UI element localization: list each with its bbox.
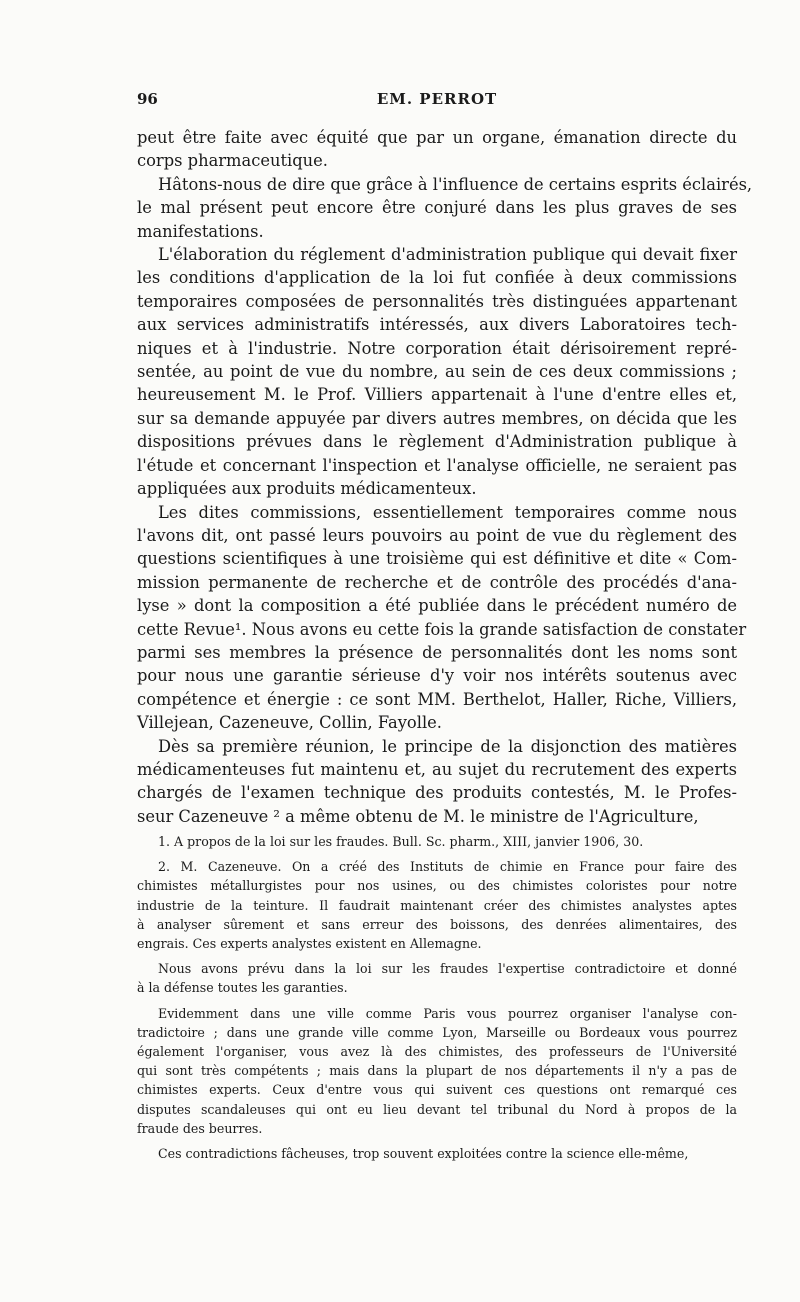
text-line: 1. A propos de la loi sur les fraudes. Bull. Sc. pharm., XIII, janvier 1906, 30. xyxy=(158,834,644,849)
page-header xyxy=(137,90,737,114)
text-line: Les dites commissions, essentiellement temporaires comme nous xyxy=(158,502,737,522)
text-line: l'avons dit, ont passé leurs pouvoirs au point de vue du règlement des xyxy=(137,525,737,545)
text-line: qui sont très compétents ; mais dans la plupart de nos départements il n'y a pas de xyxy=(137,1063,737,1079)
text-line: corps pharmaceutique. xyxy=(137,151,328,171)
paragraph xyxy=(137,501,747,735)
text-line: peut être faite avec équité que par un organe, émanation directe du xyxy=(137,128,737,147)
text-line: cette Revue¹. Nous avons eu cette fois la grande satisfaction de constater xyxy=(137,619,747,639)
text-line: engrais. Ces experts analystes existent en Allemagne. xyxy=(137,936,482,952)
text-line: également l'organiser, vous avez là des chimistes, des professeurs de l'Université xyxy=(137,1044,737,1060)
text-line: L'élaboration du réglement d'administration publique qui devait fixer xyxy=(158,245,737,265)
text-line: seur Cazeneuve ² a même obtenu de M. le ministre de l'Agriculture, xyxy=(137,806,699,826)
text-line: chimistes métallurgistes pour nos usines, ou des chimistes coloristes pour notre xyxy=(137,878,737,894)
text-line: Ces contradictions fâcheuses, trop souvent exploitées contre la science elle-même, xyxy=(158,1146,689,1162)
text-line: disputes scandaleuses qui ont eu lieu devant tel tribunal du Nord à propos de la xyxy=(137,1101,737,1117)
text-line: sentée, au point de vue du nombre, au sein de ces deux commissions ; xyxy=(137,362,737,382)
footnotes xyxy=(137,832,737,1163)
text-line: heureusement M. le Prof. Villiers appartenait à l'une d'entre elles et, xyxy=(137,385,737,405)
text-line: manifestations. xyxy=(137,221,264,241)
text-line: les conditions d'application de la loi fut confiée à deux commissions xyxy=(137,268,737,288)
text-line: Evidemment dans une ville comme Paris vous pourrez organiser l'analyse con- xyxy=(158,1005,737,1021)
page-number: 96 xyxy=(137,90,158,108)
paragraph xyxy=(137,243,737,500)
text-line: dispositions prévues dans le règlement d'Administration publique à xyxy=(137,432,737,452)
text-line: appliquées aux produits médicamenteux. xyxy=(137,479,477,499)
text-line: pour nous une garantie sérieuse d'y voir nos intérêts soutenus avec xyxy=(137,666,737,686)
text-line: industrie de la teinture. Il faudrait maintenant créer des chimistes analystes aptes xyxy=(137,897,737,913)
footnote xyxy=(137,1144,737,1163)
text-line: questions scientifiques à une troisième qui est définitive et dite « Com- xyxy=(137,549,737,569)
paragraph xyxy=(137,126,737,173)
text-line: Dès sa première réunion, le principe de la disjonction des matières xyxy=(158,736,737,756)
running-head: EM. PERROT xyxy=(376,90,498,108)
footnote xyxy=(137,832,737,851)
text-line: à analyser sûrement et sans erreur des boissons, des denrées alimentaires, des xyxy=(137,916,737,932)
text-line: Villejean, Cazeneuve, Collin, Fayolle. xyxy=(137,713,442,733)
text-line: temporaires composées de personnalités très distinguées appartenant xyxy=(137,291,737,311)
text-line: aux services administratifs intéressés, aux divers Laboratoires tech- xyxy=(137,315,737,335)
text-line: sur sa demande appuyée par divers autres membres, on décida que les xyxy=(137,408,737,428)
text-line: à la défense toutes les garanties. xyxy=(137,980,348,996)
text-line: Hâtons-nous de dire que grâce à l'influence de certains esprits éclairés, xyxy=(158,174,753,194)
text-line: chargés de l'examen technique des produits contestés, M. le Profes- xyxy=(137,783,737,803)
text-line: fraude des beurres. xyxy=(137,1120,263,1136)
text-line: chimistes experts. Ceux d'entre vous qui suivent ces questions ont remarqué ces xyxy=(137,1082,737,1098)
text-line: niques et à l'industrie. Notre corporation était dérisoirement repré- xyxy=(137,338,737,358)
text-line: compétence et énergie : ce sont MM. Berthelot, Haller, Riche, Villiers, xyxy=(137,689,737,709)
text-line: Nous avons prévu dans la loi sur les fraudes l'expertise contradictoire et donné xyxy=(158,961,737,977)
footnote xyxy=(137,857,737,953)
text-line: mission permanente de recherche et de contrôle des procédés d'ana- xyxy=(137,572,737,592)
footnote xyxy=(137,1004,737,1138)
paragraph xyxy=(137,173,753,243)
paragraph xyxy=(137,735,737,829)
text-line: parmi ses membres la présence de personnalités dont les noms sont xyxy=(137,642,737,662)
text-line: médicamenteuses fut maintenu et, au sujet du recrutement des experts xyxy=(137,759,737,779)
text-line: tradictoire ; dans une grande ville comme Lyon, Marseille ou Bordeaux vous pourrez xyxy=(137,1024,737,1040)
text-line: 2. M. Cazeneuve. On a créé des Instituts de chimie en France pour faire des xyxy=(158,859,737,875)
body-text xyxy=(137,126,753,828)
footnote xyxy=(137,959,737,997)
text-line: le mal présent peut encore être conjuré dans les plus graves de ses xyxy=(137,198,737,218)
text-line: lyse » dont la composition a été publiée dans le précédent numéro de xyxy=(137,596,737,616)
text-line: l'étude et concernant l'inspection et l'analyse officielle, ne seraient pas xyxy=(137,455,737,475)
